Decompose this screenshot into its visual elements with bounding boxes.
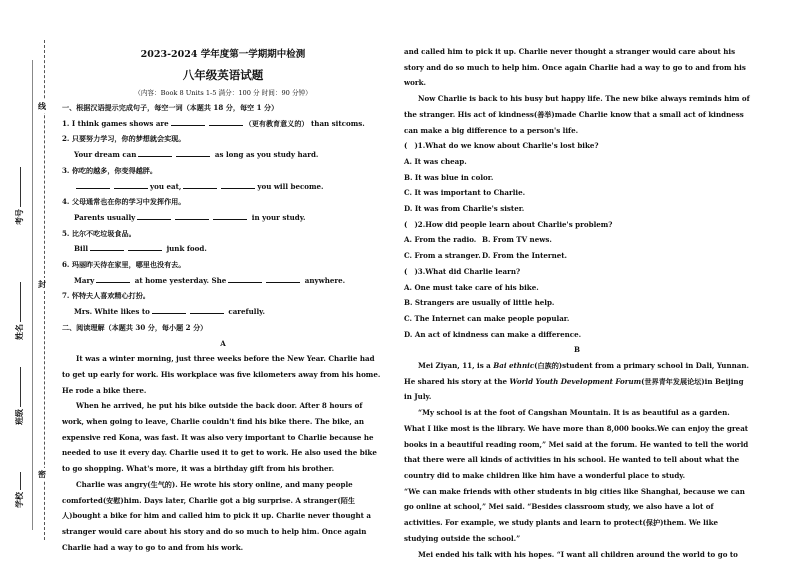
- question-6: Mary at home yesterday. She anywhere.: [62, 273, 384, 289]
- answer-blank[interactable]: [176, 149, 210, 157]
- question-7: Mrs. White likes to carefully.: [62, 304, 384, 320]
- subject-title: 八年级英语试题: [62, 64, 384, 86]
- option[interactable]: D. From the Internet.: [482, 251, 567, 260]
- reading-question-1: ( )1.What do we know about Charlie's lost bike?: [404, 138, 750, 154]
- question-2: Your dream can as long as you study hard.: [62, 147, 384, 163]
- part2-heading: 二、阅读理解（本题共 30 分，每小题 2 分）: [62, 320, 384, 336]
- question-1: 1. I think games shows are （更有教育意义的） than sitcoms.: [62, 116, 384, 132]
- passage-b-paragraph-1: Mei Ziyan, 11, is a Bai ethnic(白族的)student from a primary school in Dali, Yunnan. He shared his story at the World Youth Development Forum(世界青年发展论坛)in Beijing in July.: [404, 358, 750, 405]
- option[interactable]: B. Strangers are usually of little help.: [404, 295, 750, 311]
- answer-blank[interactable]: [209, 118, 243, 126]
- seal-char-secret: 密: [38, 468, 46, 481]
- answer-blank[interactable]: [221, 181, 255, 189]
- question-3-chinese: 3. 你吃的越多，你变得越胖。: [62, 163, 384, 179]
- answer-blank[interactable]: [138, 149, 172, 157]
- options-row: [404, 232, 750, 248]
- answer-blank[interactable]: [152, 306, 186, 314]
- answer-blank[interactable]: [90, 243, 124, 251]
- answer-blank[interactable]: [76, 181, 110, 189]
- answer-blank[interactable]: [228, 275, 262, 283]
- question-3: you eat, you will become.: [62, 179, 384, 195]
- passage-a-paragraph-2: When he arrived, he put his bike outside the back door. After 8 hours of work, when going to leave, Charlie couldn't find his bike there. The bike, an expensive red Kona, was fast. It was also very important to Charlie because he needed to use it every day. Charlie used it to get to work. He also used the bike to go shopping. What's more, it was a birthday gift from his brother.: [62, 398, 384, 477]
- seal-char-line: 线: [38, 100, 46, 113]
- option[interactable]: C. The Internet can make people popular.: [404, 311, 750, 327]
- answer-blank[interactable]: [114, 181, 148, 189]
- field-school: 学校: [14, 472, 25, 508]
- question-7-chinese: 7. 怀特夫人喜欢精心打扮。: [62, 288, 384, 304]
- question-4-chinese: 4. 父母通常也在你的学习中发挥作用。: [62, 194, 384, 210]
- option[interactable]: C. From a stranger.: [404, 248, 482, 264]
- answer-blank[interactable]: [266, 275, 300, 283]
- question-2-chinese: 2. 只要努力学习，你的梦想就会实现。: [62, 131, 384, 147]
- right-column: [404, 44, 750, 562]
- passage-a-paragraph-3: Charlie was angry(生气的). He wrote his story online, and many people comforted(安慰)him. Days later, Charlie got a big surprise. A stranger(陌生人)bought a bike for him and called him to pick it up. Charlie never thought a stranger would care about his story and do so much to help him. Once again Charlie had a way to go to and from his work.: [62, 477, 384, 508]
- answer-blank[interactable]: [183, 181, 217, 189]
- field-name: 姓名: [14, 282, 25, 340]
- question-5-chinese: 5. 比尔不吃垃圾食品。: [62, 226, 384, 242]
- answer-blank[interactable]: [190, 306, 224, 314]
- left-column: [62, 44, 384, 508]
- answer-blank[interactable]: [137, 212, 171, 220]
- field-class: 班级: [14, 367, 25, 425]
- passage-b-paragraph-4: Mei ended his talk with his hopes. “I want all children around the world to go to: [404, 547, 750, 562]
- passage-b-paragraph-2: “My school is at the foot of Cangshan Mountain. It is as beautiful as a garden. What I like most is the library. We have more than 8,000 books.We can enjoy the great books in a beautiful reading room,” Mei said at the forum. He wanted to tell the world that there were all kinds of activities in his school. He wanted to tell about what the country did to make children like him have a wonderful place to study.: [404, 405, 750, 484]
- answer-blank[interactable]: [171, 118, 205, 126]
- reading-question-2: ( )2.How did people learn about Charlie's problem?: [404, 217, 750, 233]
- passage-a-paragraph-4: Now Charlie is back to his busy but happy life. The new bike always reminds him of the stranger. His act of kindness(善举)made Charlie know that a small act of kindness can make a big difference to a person's life.: [404, 91, 750, 138]
- option[interactable]: C. It was important to Charlie.: [404, 185, 750, 201]
- option[interactable]: D. An act of kindness can make a difference.: [404, 327, 750, 343]
- passage-a-paragraph-1: It was a winter morning, just three weeks before the New Year. Charlie had to get up early for work. His workplace was five kilometers away from his home. He rode a bike there.: [62, 351, 384, 398]
- reading-question-3: ( )3.What did Charlie learn?: [404, 264, 750, 280]
- options-row: [404, 248, 750, 264]
- field-exam-number: 考号: [14, 167, 25, 225]
- option[interactable]: B. It was blue in color.: [404, 170, 750, 186]
- question-5: Bill junk food.: [62, 241, 384, 257]
- exam-meta: （内容：Book 8 Units 1-5 满分：100 分 时间：90 分钟）: [62, 86, 384, 100]
- part1-heading: 一、根据汉语提示完成句子，每空一词（本题共 18 分，每空 1 分）: [62, 100, 384, 116]
- passage-a-paragraph-3-continued: and called him to pick it up. Charlie never thought a stranger would care about his story and do so much to help him. Once again Charlie had a way to go to and from his work.: [404, 44, 750, 91]
- option[interactable]: A. From the radio.: [404, 232, 482, 248]
- binding-solid-line: [32, 60, 33, 530]
- question-6-chinese: 6. 玛丽昨天待在家里，哪里也没有去。: [62, 257, 384, 273]
- answer-blank[interactable]: [96, 275, 130, 283]
- passage-b-label: B: [404, 342, 750, 358]
- seal-char-seal: 封: [38, 278, 46, 291]
- answer-blank[interactable]: [175, 212, 209, 220]
- option[interactable]: D. It was from Charlie's sister.: [404, 201, 750, 217]
- question-4: Parents usually in your study.: [62, 210, 384, 226]
- passage-b-paragraph-3: “We can make friends with other students in big cities like Shanghai, because we can go online at school,” Mei said. “Besides classroom study, we also have a lot of activities. For example, we study plants and learn to protect(保护)them. We like studying outside the school.”: [404, 484, 750, 547]
- option[interactable]: A. It was cheap.: [404, 154, 750, 170]
- option[interactable]: B. From TV news.: [482, 235, 552, 244]
- option[interactable]: A. One must take care of his bike.: [404, 280, 750, 296]
- answer-blank[interactable]: [213, 212, 247, 220]
- answer-blank[interactable]: [128, 243, 162, 251]
- binding-margin: [0, 0, 48, 560]
- passage-a-label: A: [62, 336, 384, 352]
- exam-title: 2023-2024 学年度第一学期期中检测: [62, 46, 384, 64]
